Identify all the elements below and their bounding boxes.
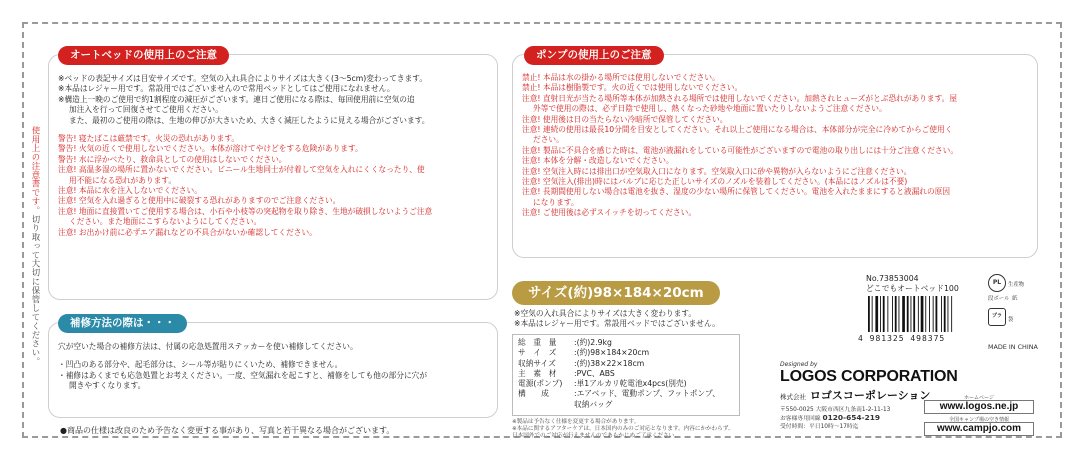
- spec-key: [518, 400, 574, 410]
- airbed-caution-line: 警告! 火気の近くで使用しないでください。本体が溶けてやけどをする危険があります。: [58, 144, 363, 154]
- barcode-icon: [866, 296, 962, 332]
- pump-caution-line: 注意! ご使用後は必ずスイッチを切ってください。: [522, 208, 697, 218]
- designed-by: Designed by: [780, 361, 818, 368]
- company-logo-jp: [780, 387, 930, 403]
- spec-value: :PVC、ABS: [574, 368, 615, 378]
- company-logo-en: LOGOS CORPORATION: [780, 368, 958, 385]
- airbed-caution-line: 用不能になる恐れがあります。: [69, 175, 177, 185]
- small-note-1: ※製品は予告なく仕様を変更する場合があります。: [512, 419, 640, 425]
- spec-key: サ イ ズ: [518, 348, 557, 358]
- repair-line: ・凹凸のある部分や、起毛部分は、シール等が貼りにくいため、補修できません。: [58, 360, 343, 370]
- homepage-caption: ホームページ: [964, 395, 994, 401]
- spec-row: [518, 379, 734, 389]
- spec-key: 総 重 量: [518, 338, 557, 347]
- paper-mark-caption: 段ボール: [988, 296, 1010, 302]
- footer-note: ●商品の仕様は改良のため予告なく変更する事があり、写真と若干異なる場合がございます。: [60, 426, 395, 435]
- paper-mark-icon: 紙: [1012, 296, 1018, 302]
- company-prefix: 株式会社: [780, 393, 806, 401]
- spec-key: 収納サイズ: [518, 358, 556, 368]
- homepage-url[interactable]: www.logos.ne.jp: [924, 400, 1034, 414]
- model-info: [866, 274, 959, 294]
- airbed-caution-line: また、最初のご使用の際は、生地の伸びが大きいため、大きく減圧したように見える場合がございます。: [69, 115, 430, 125]
- model-name: どこでもオートベッド100: [866, 284, 959, 293]
- repair-line: 開きやすくなります。: [69, 381, 146, 391]
- repair-line: ・補修はあくまでも応急処置とお考えください。一度、空気漏れを起こすと、補修をしても他の部分に穴が: [58, 370, 428, 380]
- camp-caption: 全国キャンプ場の空き情報: [948, 417, 1009, 423]
- repair-line: 穴が空いた場合の補修方法は、付属の応急処置用ステッカーを使い補修してください。: [58, 342, 358, 351]
- size-note-2: ※本品はレジャー用です。常設用ベッドではございません。: [514, 319, 720, 329]
- spec-value: :エアベッド、電動ポンプ、フットポンプ、: [574, 389, 720, 399]
- pl-mark-icon: PL: [988, 274, 1006, 292]
- pump-caution-line: 外等で使用の際は、必ず日陰で使用し、熱くなった砂地や地面に置いたりしないようご注意ください。: [533, 104, 887, 114]
- spec-row: [518, 389, 734, 399]
- side-note-red-text: 使用上の注意書です。: [31, 126, 41, 215]
- side-note: [27, 126, 41, 366]
- company-address: 〒550-0025 大阪市西区九条南1-2-11-13: [780, 407, 891, 413]
- spec-row: [518, 400, 734, 410]
- spec-row: [518, 369, 734, 379]
- airbed-caution-line: 注意! お出かけ前に必ずエア漏れなどの不具合がないか確認してください。: [58, 227, 317, 237]
- airbed-caution-line: 注意! 本品に水を注入しないでください。: [58, 186, 202, 196]
- size-title: サイズ(約)98×184×20cm: [512, 281, 720, 305]
- pump-caution-line: になります。: [533, 197, 579, 207]
- spec-table: [512, 334, 740, 416]
- small-notes: [512, 419, 734, 441]
- spec-value: :(約)38×22×18cm: [574, 358, 645, 368]
- pump-caution-line: 注意! 本体を分解・改造しないでください。: [522, 156, 674, 166]
- airbed-caution-line: 加注入を行って回復させてご使用ください。: [69, 105, 223, 115]
- airbed-caution-line: ください。また地面にこすらないようにしてください。: [69, 217, 262, 227]
- small-note-2: ※本品に関するアフターケアは、日本国内のみのご対応となります。内容にかかわらず、: [512, 426, 734, 433]
- pump-caution-line: ださい。: [533, 135, 564, 145]
- pump-caution-line: 注意! 直射日光が当たる場所等本体が加熱される場所では使用しないでください。加熱されヒューズがとぶ恐れがあります。屋: [522, 93, 958, 103]
- spec-value: :(約)98×184×20cm: [574, 348, 650, 358]
- size-notes: [514, 309, 764, 330]
- size-note-1: ※空気の入れ具合によりサイズは大きく変わります。: [514, 309, 697, 318]
- barcode-number: 4 981325 498375: [858, 334, 946, 343]
- spec-value: :単1アルカリ乾電池x4pcs(別売): [574, 379, 687, 389]
- pump-caution-line: 注意! 使用後は日の当たらない冷暗所で保管してください。: [522, 114, 728, 124]
- phone-number: 0120-654-219: [822, 413, 880, 422]
- spec-row: [518, 359, 734, 369]
- pump-caution-line: 注意! 連続の使用は最長10分間を目安としてください。それ以上ご使用になる場合は、本体部分が完全に冷めてからご使用く: [522, 125, 953, 135]
- airbed-caution-line: 注意! 高温多湿の場所に置かないでください。ビニール生地同士が付着して空気を入れにくくなったり、使: [58, 165, 425, 175]
- pump-caution-line: 注意! 長期間使用しない場合は電池を抜き、湿度の少ない場所に保管してください。電池を入れたままにすると液漏れの原因: [522, 187, 951, 197]
- made-in-label: MADE IN CHINA: [988, 343, 1038, 351]
- spec-value: :(約)2.9kg: [574, 338, 612, 347]
- airbed-caution-title: オートベッドの使用上のご注意: [58, 46, 229, 65]
- pump-caution-line: 禁止! 本品は樹脂製です。火の近くでは使用しないでください。: [522, 83, 743, 93]
- service-hours: 受付時間：平日10時～17時迄: [780, 424, 859, 430]
- camp-url[interactable]: www.campjo.com: [924, 422, 1034, 436]
- airbed-caution-line: 注意! 空気を入れ過ぎると使用中に破裂する恐れがありますのでご注意ください。: [58, 196, 341, 206]
- plastic-mark-icon: プラ: [988, 308, 1006, 326]
- pump-caution-line: 注意! 空気注入時には排出口が空気取入口になります。空気取入口に砂や異物が入らないようにご注意ください。: [522, 166, 912, 176]
- pl-mark-caption: 生産物: [1008, 282, 1025, 288]
- small-note-3: 日本国外でのご対応が行えませんのであらかじめご了承ください。: [512, 433, 680, 440]
- pump-caution-lines: [522, 73, 1034, 219]
- airbed-caution-line: 警告! 寝たばこは厳禁です。火災の恐れがあります。: [58, 134, 240, 144]
- company-name-jp: ロゴスコーポレーション: [809, 389, 931, 402]
- airbed-caution-line: ※ベッドの表記サイズは目安サイズです。空気の入れ具合によりサイズは大きく(3～5cm)変わってきます。: [58, 74, 428, 83]
- spec-row: [518, 338, 734, 348]
- repair-title: 補修方法の際は・・・: [58, 314, 187, 333]
- phone-label: お客様専用回線: [780, 416, 821, 422]
- spec-key: 電源(ポンプ): [518, 379, 563, 389]
- pump-caution-line: 禁止! 本品は水の掛かる場所では使用しないでください。: [522, 73, 720, 82]
- airbed-caution-line: 警告! 水に浮かべたり、救命具としての使用はしないでください。: [58, 154, 287, 164]
- airbed-caution-line: ※本品はレジャー用です。常設用ではございませんので常用ベッドとしてはご使用になれません。: [58, 84, 395, 94]
- pump-caution-line: 注意! 製品に不具合を感じた時は、電池が液漏れをしている可能性がございますので電池の取り出しには十分ご注意ください。: [522, 145, 959, 155]
- spec-key: 主 素 材: [518, 368, 557, 378]
- airbed-caution-lines: [58, 74, 492, 238]
- company-contact: [780, 406, 890, 431]
- airbed-caution-line: 注意! 地面に直接置いてご使用する場合は、小石や小枝等の突起物を取り除き、生地が破損しないようご注意: [58, 206, 433, 216]
- spec-row: [518, 348, 734, 358]
- model-number: No.73853004: [866, 274, 919, 283]
- spec-value: 収納バッグ: [574, 399, 613, 409]
- pump-caution-line: 注意! 空気注入(排出)時にはバルブに応じた正しいサイズのノズルを装着してください。(本品にはノズルは不要): [522, 177, 908, 187]
- plastic-mark-caption: 袋: [1008, 317, 1014, 323]
- airbed-caution-line: ※構造上一晩のご使用で約1割程度の減圧がございます。連日ご使用になる際は、毎回使用前に空気の追: [58, 94, 415, 104]
- repair-lines: [58, 342, 492, 392]
- spec-key: 構 成: [518, 389, 549, 399]
- side-note-text: 切り取って大切に保管してください。: [31, 214, 41, 367]
- pump-caution-title: ポンプの使用上のご注意: [524, 46, 664, 65]
